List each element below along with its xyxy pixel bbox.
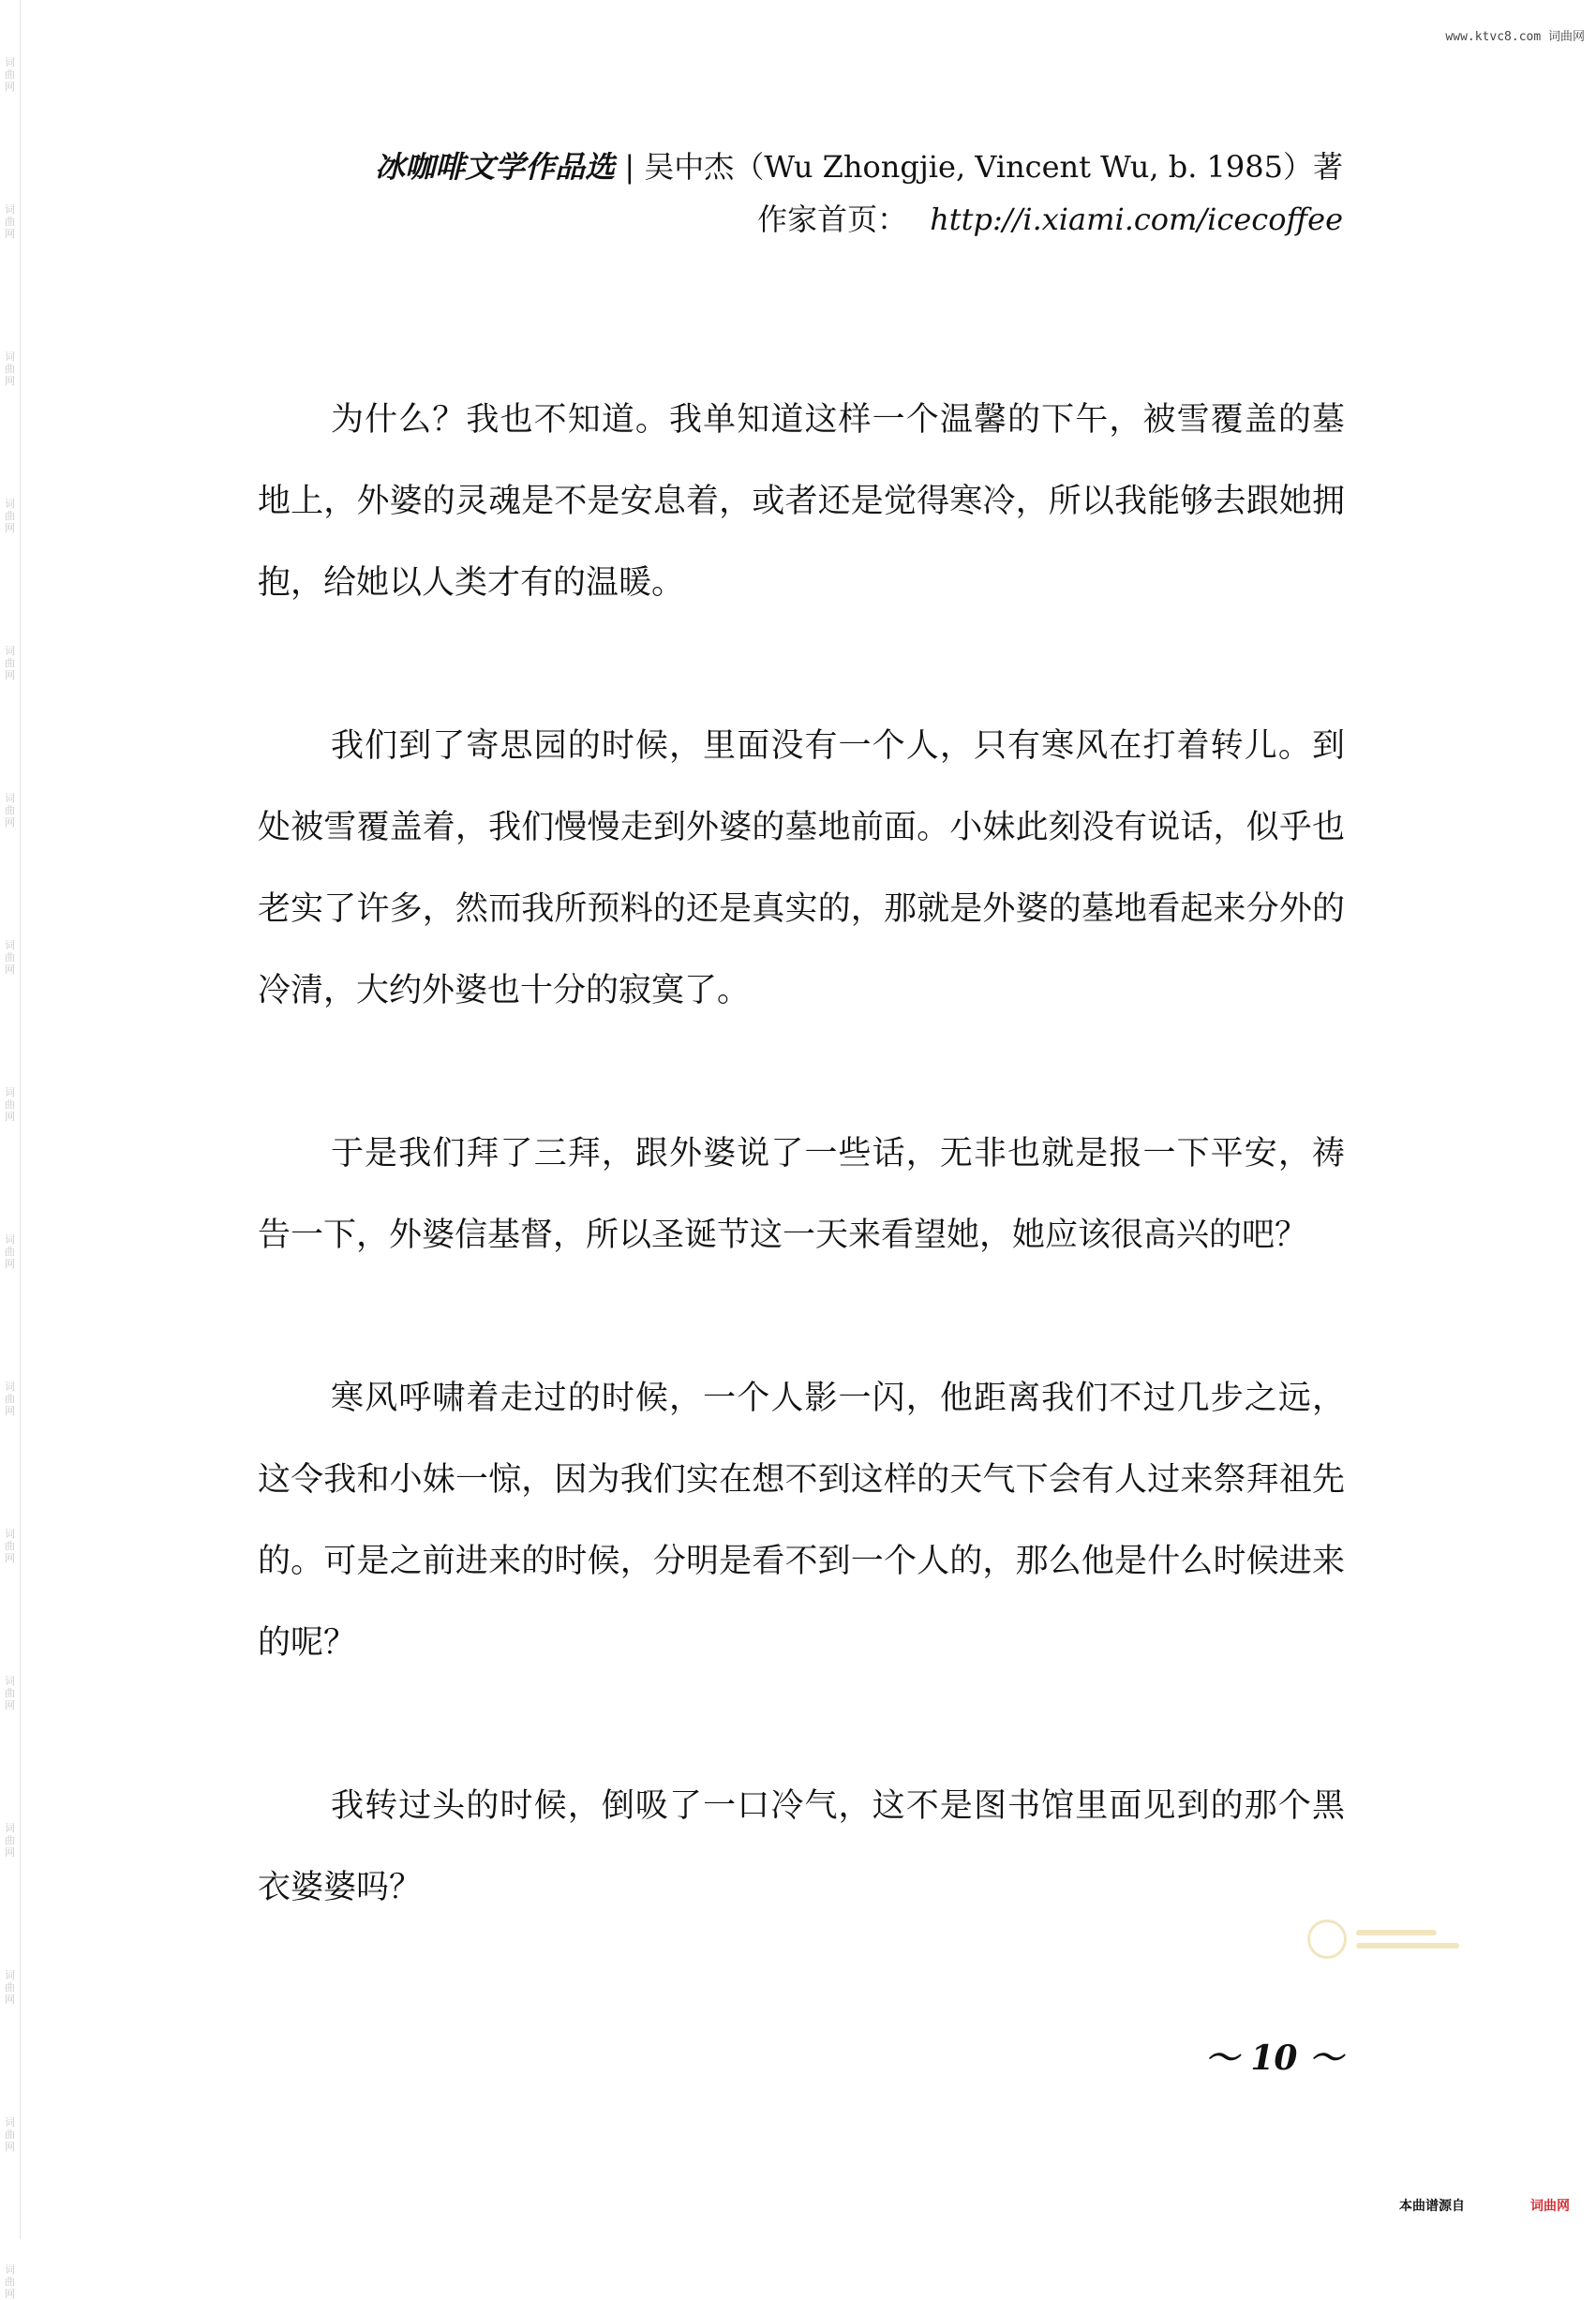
paragraph: 我们到了寄思园的时候，里面没有一个人，只有寒风在打着转儿。到处被雪覆盖着，我们慢慢走到外婆的墓地前面。小妹此刻没有说话，似乎也老实了许多，然而我所预料的还是真实的，那就是外婆的墓地看起来分外的冷清，大约外婆也十分的寂寞了。 [258, 727, 1345, 1009]
left-watermark-strip [0, 0, 21, 2300]
strip-mark: 词曲网 [5, 351, 15, 387]
strip-mark: 词曲网 [5, 1528, 15, 1564]
site-url: www.ktvc8.com 词曲网 [1445, 30, 1585, 44]
strip-mark: 词曲网 [5, 1381, 15, 1417]
strip-mark: 词曲网 [5, 645, 15, 681]
body-text [258, 380, 1345, 2010]
strip-mark: 词曲网 [5, 1969, 15, 2006]
strip-mark: 词曲网 [5, 203, 15, 240]
header-title-line [375, 141, 1343, 193]
strip-mark: 词曲网 [5, 1675, 15, 1711]
paragraph: 我转过头的时候，倒吸了一口冷气，这不是图书馆里面见到的那个黑衣婆婆吗？ [258, 1787, 1345, 1906]
strip-mark: 词曲网 [5, 1822, 15, 1859]
strip-mark: 词曲网 [5, 1086, 15, 1123]
series-title: 冰咖啡文学作品选 [375, 149, 616, 185]
strip-mark: 词曲网 [5, 939, 15, 976]
homepage-label: 作家首页： [757, 202, 908, 237]
paragraph: 为什么？我也不知道。我单知道这样一个温馨的下午，被雪覆盖的墓地上，外婆的灵魂是不是安息着，或者还是觉得寒冷，所以我能够去跟她拥抱，给她以人类才有的温暖。 [258, 401, 1345, 602]
document-header [375, 141, 1343, 246]
paragraph: 于是我们拜了三拜，跟外婆说了一些话，无非也就是报一下平安，祷告一下，外婆信基督，所以圣诞节这一天来看望她，她应该很高兴的吧？ [258, 1135, 1345, 1254]
strip-mark: 词曲网 [5, 1233, 15, 1270]
strip-mark: 词曲网 [5, 792, 15, 829]
logo-circle-icon [1307, 1919, 1347, 1959]
header-separator: | [624, 149, 635, 185]
strip-mark: 词曲网 [5, 498, 15, 534]
author-credit: 吴中杰（Wu Zhongjie, Vincent Wu, b. 1985）著 [644, 149, 1343, 185]
strip-mark: 词曲网 [5, 2263, 15, 2300]
homepage-line [375, 193, 1343, 246]
strip-mark: 词曲网 [5, 56, 15, 93]
footer-source-note: 本曲谱源自 [1399, 2199, 1465, 2214]
watermark-logo [1307, 1919, 1459, 1959]
paragraph: 寒风呼啸着走过的时候，一个人影一闪，他距离我们不过几步之远，这令我和小妹一惊，因为我们实在想不到这样的天气下会有人过来祭拜祖先的。可是之前进来的时候，分明是看不到一个人的，那么他是什么时候进来的呢？ [258, 1380, 1345, 1662]
footer-brand[interactable]: 词曲网 [1530, 2199, 1570, 2214]
page-number: ～ 10 ～ [1204, 2039, 1343, 2078]
strip-mark: 词曲网 [5, 2116, 15, 2153]
homepage-link[interactable]: http://i.xiami.com/icecoffee [930, 202, 1343, 237]
